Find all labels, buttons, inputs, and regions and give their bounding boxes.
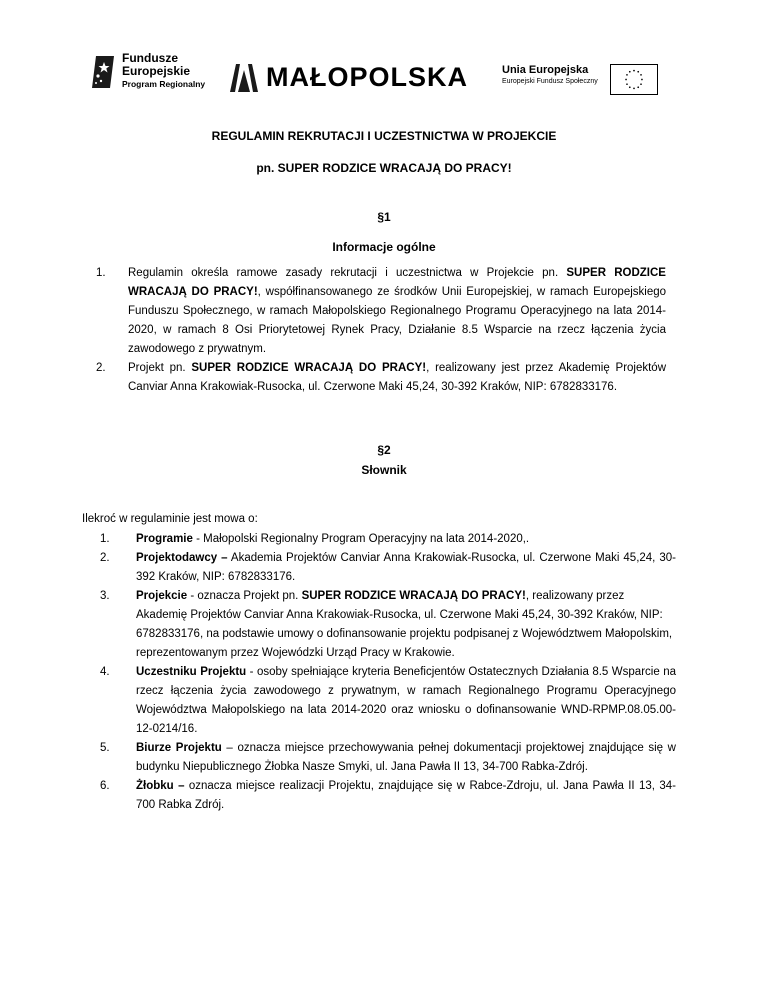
term: Uczestniku Projektu <box>136 666 247 678</box>
item-text: Akademia Projektów Canviar Anna Krakowiak-Rusocka, ul. Czerwone Maki 45,24, 30-392 Kraków, NIP: 6782833176. <box>136 552 676 583</box>
project-name: SUPER RODZICE WRACAJĄ DO PRACY! <box>301 590 526 602</box>
fe-line3: Program Regionalny <box>122 79 206 89</box>
section2-heading: Słownik <box>361 463 407 477</box>
item-number: 3. <box>100 590 110 602</box>
item-number: 5. <box>100 742 110 754</box>
list-item <box>96 264 667 359</box>
term: Projekcie <box>136 590 188 602</box>
section2-number: §2 <box>377 443 391 457</box>
section1-heading: Informacje ogólne <box>332 240 436 254</box>
item-number: 2. <box>100 552 110 564</box>
malopolska-logo <box>228 62 468 92</box>
item-text: oznacza miejsce realizacji Projektu, znajdujące się w Rabce-Zdroju, ul. Jana Pawła II 13, 34-700 Rabka Zdrój. <box>136 780 676 811</box>
section2-list <box>100 530 676 815</box>
list-item <box>100 549 676 587</box>
item-number: 4. <box>100 666 110 678</box>
item-text: , realizowany przez Akademię Projektów Canviar Anna Krakowiak-Rusocka, ul. Czerwone Maki 45,24, 30-392 Kraków, NIP: 6782833176, na podstawie umowy o dofinansowanie projektu podpisanej z Województwem Małopolskim, reprezentowanym przez Wojewódzki Urząd Pracy w Krakowie. <box>136 590 673 659</box>
item-text: Regulamin określa ramowe zasady rekrutacji i uczestnictwa w Projekcie pn. <box>128 267 567 279</box>
unia-europejska-logo <box>502 64 658 95</box>
malopolska-mark-icon <box>228 62 260 92</box>
section2-intro: Ilekroć w regulaminie jest mowa o: <box>82 513 258 525</box>
list-item <box>96 359 667 397</box>
item-number: 2. <box>96 362 106 374</box>
document-subtitle: pn. SUPER RODZICE WRACAJĄ DO PRACY! <box>256 161 512 175</box>
term: Projektodawcy – <box>136 552 228 564</box>
item-text: Projekt pn. <box>128 362 192 374</box>
list-item <box>100 663 676 739</box>
fundusze-europejskie-mark-icon <box>90 52 118 92</box>
item-number: 1. <box>100 533 110 545</box>
section1-list <box>96 264 667 397</box>
item-text: - Małopolski Regionalny Program Operacyjny na lata 2014-2020,. <box>192 533 530 545</box>
malopolska-wordmark: MAŁOPOLSKA <box>266 62 468 92</box>
fe-line1: Fundusze <box>122 51 178 65</box>
term: Biurze Projektu <box>136 742 222 754</box>
document-title: REGULAMIN REKRUTACJI I UCZESTNICTWA W PROJEKCIE <box>211 129 557 143</box>
section1-number: §1 <box>377 210 391 224</box>
item-text: - oznacza Projekt pn. <box>187 590 302 602</box>
eu-line2: Europejski Fundusz Społeczny <box>502 78 598 85</box>
term: Żłobku – <box>136 780 185 792</box>
item-text: , współfinansowanego ze środków Unii Europejskiej, w ramach Europejskiego Funduszu Społecznego, w ramach Małopolskiego Regionalnego Programu Operacyjnego na lata 2014-2020, w ramach 8 Osi Priorytetowej Rynek Pracy, Działanie 8.5 Wsparcie na rzecz łączenia życia zawodowego z prywatnym. <box>128 286 667 355</box>
item-text: , realizowany jest przez Akademię Projektów Canviar Anna Krakowiak-Rusocka, ul. Czerwone Maki 45,24, 30-392 Kraków, NIP: 6782833176. <box>128 362 667 393</box>
term: Programie <box>136 533 193 545</box>
item-number: 1. <box>96 267 106 279</box>
item-text: - osoby spełniające kryteria Beneficjentów Ostatecznych Działania 8.5 Wsparcie na rzecz łączenia życia zawodowego z prywatnym, w ramach Regionalnego Programu Operacyjnego Województwa Małopolskiego na lata 2014-2020 oraz wniosku o dofinansowanie WND-RPMP.08.05.00-12-0214/16. <box>136 666 676 735</box>
logo-bar <box>90 52 670 102</box>
list-item <box>100 587 676 663</box>
fe-line2: Europejskie <box>122 64 191 78</box>
list-item <box>100 739 676 777</box>
item-number: 6. <box>100 780 110 792</box>
eu-flag-icon <box>610 64 658 95</box>
list-item <box>100 530 676 549</box>
list-item <box>100 777 676 815</box>
project-name: SUPER RODZICE WRACAJĄ DO PRACY! <box>191 362 427 374</box>
project-name: SUPER RODZICE WRACAJĄ DO PRACY! <box>128 267 666 298</box>
item-text: – oznacza miejsce przechowywania pełnej dokumentacji projektowej znajdujące się w budynku Niepublicznego Żłobka Nasze Smyki, ul. Jana Pawła II 13, 34-700 Rabka-Zdrój. <box>136 742 676 773</box>
eu-line1: Unia Europejska <box>502 64 589 76</box>
fundusze-europejskie-logo <box>90 52 205 92</box>
